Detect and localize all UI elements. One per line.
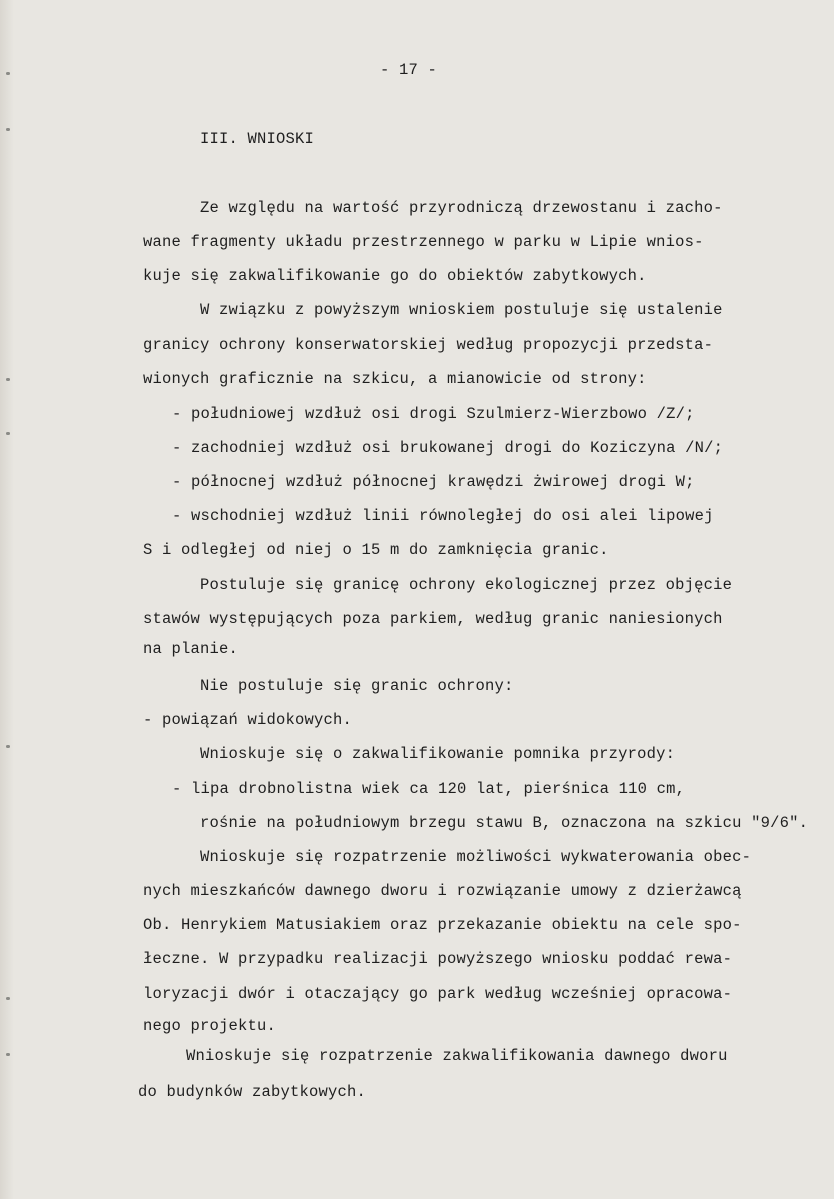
text-line: na planie.: [143, 640, 239, 658]
text-line: Nie postuluje się granic ochrony:: [200, 677, 514, 695]
text-line: Wnioskuje się o zakwalifikowanie pomnika przyrody:: [200, 745, 676, 763]
text-line: rośnie na południowym brzegu stawu B, oznaczona na szkicu "9/6".: [200, 814, 809, 832]
text-line: S i odległej od niej o 15 m do zamknięcia granic.: [143, 541, 609, 559]
text-line: - powiązań widokowych.: [143, 711, 353, 729]
text-line: kuje się zakwalifikowanie go do obiektów zabytkowych.: [143, 267, 647, 285]
text-line: nych mieszkańców dawnego dworu i rozwiązanie umowy z dzierżawcą: [143, 882, 742, 900]
text-line: - północnej wzdłuż północnej krawędzi żwirowej drogi W;: [172, 473, 695, 491]
text-line: Wnioskuje się rozpatrzenie zakwalifikowania dawnego dworu: [186, 1047, 728, 1065]
page-number: - 17 -: [380, 61, 438, 79]
text-line: nego projektu.: [143, 1017, 277, 1035]
text-line: Ob. Henrykiem Matusiakiem oraz przekazanie obiektu na cele spo-: [143, 916, 742, 934]
text-line: do budynków zabytkowych.: [138, 1083, 367, 1101]
text-line: Postuluje się granicę ochrony ekologicznej przez objęcie: [200, 576, 733, 594]
punch-mark: [6, 72, 10, 75]
text-line: Ze względu na wartość przyrodniczą drzewostanu i zacho-: [200, 199, 723, 217]
text-line: granicy ochrony konserwatorskiej według propozycji przedsta-: [143, 336, 714, 354]
punch-mark: [6, 432, 10, 435]
text-line: wane fragmenty układu przestrzennego w parku w Lipie wnios-: [143, 233, 704, 251]
text-line: - wschodniej wzdłuż linii równoległej do osi alei lipowej: [172, 507, 714, 525]
text-line: - lipa drobnolistna wiek ca 120 lat, pierśnica 110 cm,: [172, 780, 686, 798]
text-line: - południowej wzdłuż osi drogi Szulmierz-Wierzbowo /Z/;: [172, 405, 695, 423]
page-edge-shadow: [0, 0, 14, 1199]
punch-mark: [6, 1053, 10, 1056]
text-line: stawów występujących poza parkiem, według granic naniesionych: [143, 610, 723, 628]
text-line: loryzacji dwór i otaczający go park według wcześniej opracowa-: [143, 985, 733, 1003]
text-line: W związku z powyższym wnioskiem postuluje się ustalenie: [200, 301, 723, 319]
text-line: Wnioskuje się rozpatrzenie możliwości wykwaterowania obec-: [200, 848, 752, 866]
text-line: - zachodniej wzdłuż osi brukowanej drogi do Koziczyna /N/;: [172, 439, 724, 457]
text-line: łeczne. W przypadku realizacji powyższego wniosku poddać rewa-: [143, 950, 733, 968]
punch-mark: [6, 378, 10, 381]
text-line: wionych graficznie na szkicu, a mianowicie od strony:: [143, 370, 647, 388]
section-heading: III. WNIOSKI: [200, 130, 315, 148]
punch-mark: [6, 745, 10, 748]
punch-mark: [6, 128, 10, 131]
punch-mark: [6, 997, 10, 1000]
